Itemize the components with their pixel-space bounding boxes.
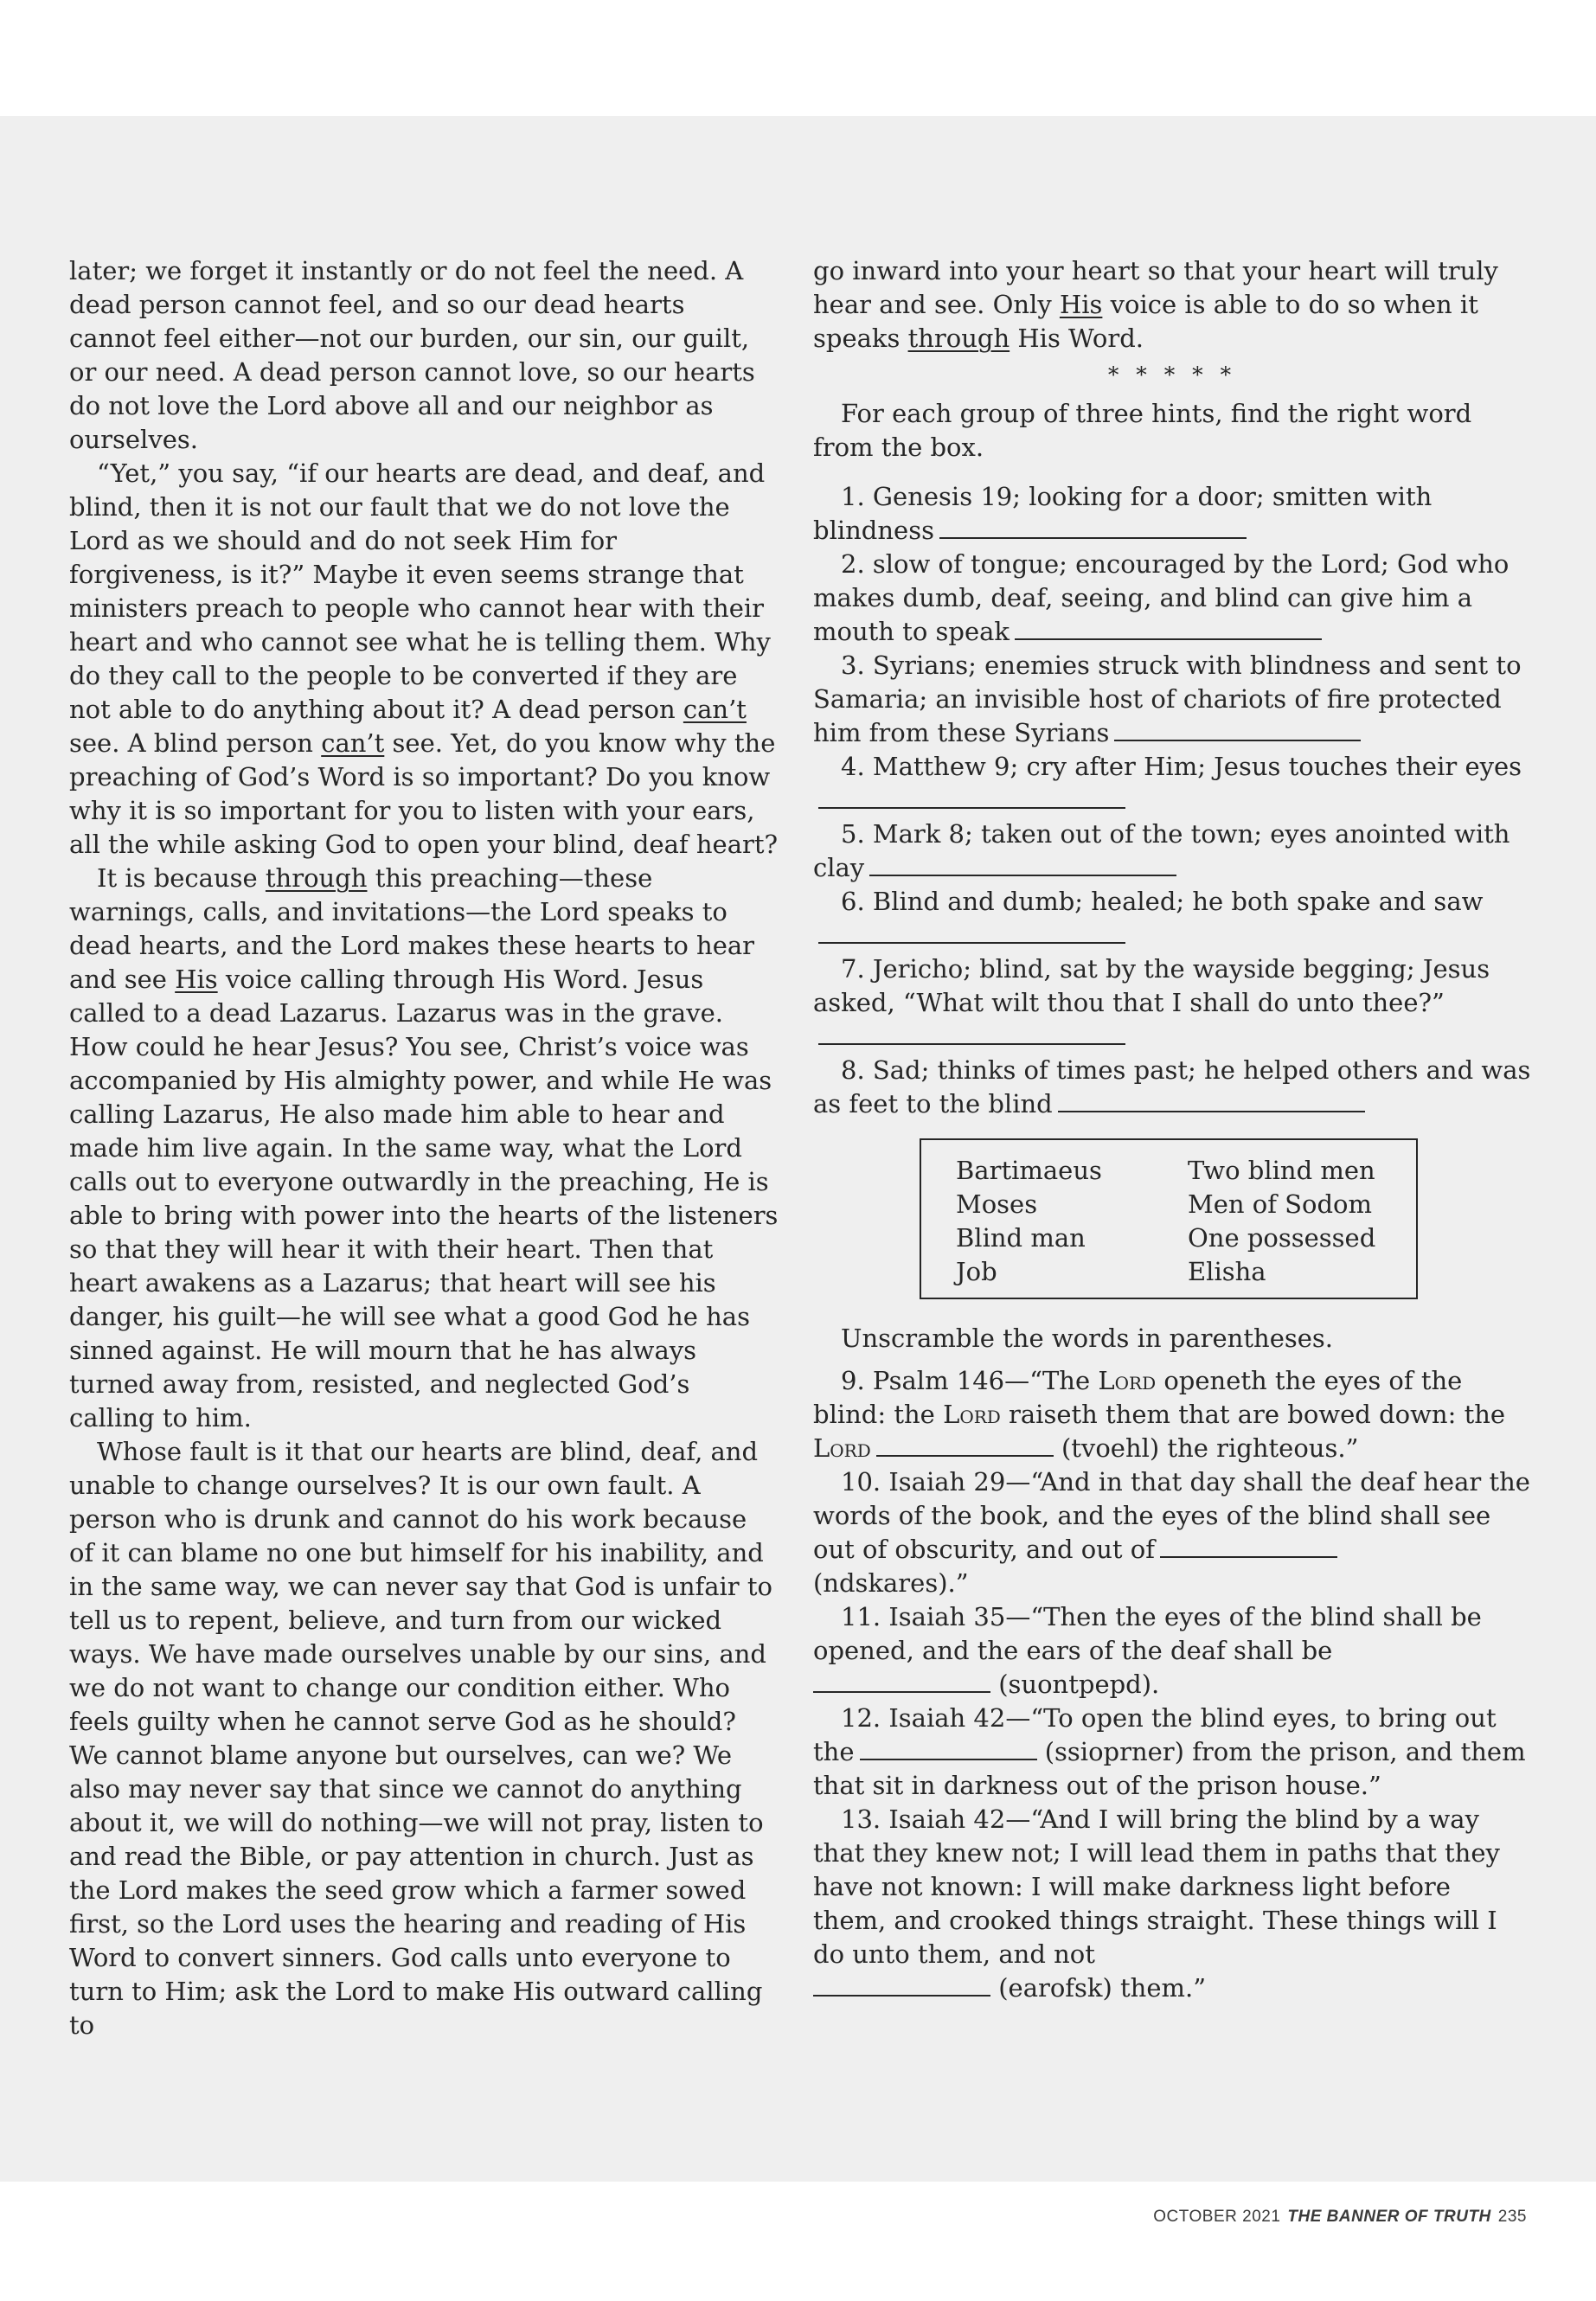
unscramble-item: 9. Psalm 146—“The Lord openeth the eyes of the blind: the Lord raiseth them that are bowed down: the Lord (tvoehl) the righteous.”: [813, 1366, 1506, 1463]
word-option: Two blind men: [1188, 1156, 1375, 1185]
word-option: Elisha: [1188, 1257, 1266, 1286]
hint-item: 7. Jericho; blind, sat by the wayside begging; Jesus asked, “What wilt thou that I shall do unto thee?”: [813, 952, 1531, 1054]
answer-blank[interactable]: [1058, 1090, 1365, 1112]
word-option: Bartimaeus: [956, 1156, 1102, 1185]
word-box-column: [1188, 1154, 1375, 1289]
answer-blank[interactable]: [813, 1670, 990, 1693]
answer-blank[interactable]: [876, 1434, 1054, 1457]
answer-blank[interactable]: [869, 854, 1176, 876]
answer-blank[interactable]: [1114, 719, 1361, 741]
unscramble-item: 12. Isaiah 42—“To open the blind eyes, to bring out the (ssioprner) from the prison, and them that sit in darkness out of the prison house.”: [813, 1703, 1526, 1800]
unscramble-item: 13. Isaiah 42—“And I will bring the blind by a way that they knew not; I will lead them in paths that they have not known: I will make darkness light before them, and crooked things straight. These things will I do unto them, and not (earofsk) them.”: [813, 1804, 1500, 2003]
answer-blank[interactable]: [860, 1738, 1037, 1760]
footer-date: OCTOBER 2021: [1153, 2208, 1281, 2226]
right-column: [813, 254, 1531, 2005]
hint-item: 4. Matthew 9; cry after Him; Jesus touches their eyes: [813, 750, 1531, 817]
page-background: [0, 116, 1596, 2226]
answer-blank[interactable]: [818, 1022, 1125, 1045]
hint-item: 3. Syrians; enemies struck with blindness and sent to Samaria; an invisible host of chariots of fire protected him from these Syrians: [813, 651, 1522, 747]
answer-blank[interactable]: [1160, 1535, 1337, 1558]
section-separator: * * * * *: [1107, 362, 1237, 388]
paragraph: go inward into your heart so that your heart will truly hear and see. Only His voice is able to do so when it speaks through His Word.: [813, 256, 1498, 353]
page-footer: [1153, 2208, 1527, 2227]
hint-item: 6. Blind and dumb; healed; he both spake and saw: [813, 885, 1531, 952]
answer-blank[interactable]: [818, 786, 1125, 809]
hint-item: 2. slow of tongue; encouraged by the Lord; God who makes dumb, deaf, seeing, and blind can give him a mouth to speak: [813, 549, 1509, 646]
answer-blank[interactable]: [939, 516, 1247, 539]
word-option: One possessed: [1188, 1223, 1376, 1253]
unscramble-instructions: Unscramble the words in parentheses.: [841, 1324, 1333, 1353]
paragraph: “Yet,” you say, “if our hearts are dead, and deaf, and blind, then it is not our fault that we do not love the Lord as we should and do not seek Him for forgiveness, is it?” Maybe it even seems strange that ministers preach to people who cannot hear with their heart and who cannot see what he is telling them. Why do they call to the people to be converted if they are not able to do anything about it? A dead person can’t see. A blind person can’t see. Yet, do you know why the preaching of God’s Word is so important? Do you know why it is so important for you to listen with your ears, all the while asking God to open your blind, deaf heart?: [69, 458, 779, 859]
word-box: [920, 1138, 1418, 1299]
paragraph: later; we forget it instantly or do not feel the need. A dead person cannot feel, and so our dead hearts cannot feel either—not our burden, our sin, our guilt, or our need. A dead person cannot love, so our hearts do not love the Lord above all and our neighbor as ourselves.: [69, 256, 755, 454]
word-option: Moses: [956, 1189, 1038, 1219]
paragraph: It is because through this preaching—these warnings, calls, and invitations—the Lord speaks to dead hearts, and the Lord makes these hearts to hear and see His voice calling through His Word. Jesus called to a dead Lazarus. Lazarus was in the grave. How could he hear Jesus? You see, Christ’s voice was accompanied by His almighty power, and while He was calling Lazarus, He also made him able to hear and made him live again. In the same way, what the Lord calls out to everyone outwardly in the preaching, He is able to bring with power into the hearts of the listeners so that they will hear it with their heart. Then that heart awakens as a Lazarus; that heart will see his danger, his guilt—he will see what a good God he has sinned against. He will mourn that he has always turned away from, resisted, and neglected God’s calling to him.: [69, 863, 779, 1433]
word-option: Blind man: [956, 1223, 1086, 1253]
hint-item: 1. Genesis 19; looking for a door; smitten with blindness: [813, 482, 1433, 545]
paragraph: Whose fault is it that our hearts are blind, deaf, and unable to change ourselves? It is our own fault. A person who is drunk and cannot do his work because of it can blame no one but himself for his inability, and in the same way, we can never say that God is unfair to tell us to repent, believe, and turn from our wicked ways. We have made ourselves unable by our sins, and we do not want to change our condition either. Who feels guilty when he cannot serve God as he should? We cannot blame anyone but ourselves, can we? We also may never say that since we cannot do anything about it, we will do nothing—we will not pray, listen to and read the Bible, or pay attention in church. Just as the Lord makes the seed grow which a farmer sowed first, so the Lord uses the hearing and reading of His Word to convert sinners. God calls unto everyone to turn to Him; ask the Lord to make His outward calling to: [69, 1437, 773, 2040]
unscramble-item: 10. Isaiah 29—“And in that day shall the deaf hear the words of the book, and the eyes of the blind shall see out of obscurity, and out of (ndskares).”: [813, 1467, 1530, 1598]
word-option: Men of Sodom: [1188, 1189, 1373, 1219]
quiz-instructions: For each group of three hints, find the right word from the box.: [813, 399, 1472, 462]
answer-blank[interactable]: [818, 921, 1125, 944]
answer-blank[interactable]: [1015, 618, 1322, 640]
answer-blank[interactable]: [813, 1974, 990, 1997]
unscramble-item: 11. Isaiah 35—“Then the eyes of the blind shall be opened, and the ears of the deaf shall be (suontpepd).: [813, 1602, 1482, 1699]
left-column: [69, 254, 779, 2042]
page-number: 235: [1497, 2208, 1527, 2226]
word-box-column: [956, 1154, 1102, 1289]
footer-magazine-title: THE BANNER OF TRUTH: [1287, 2208, 1491, 2226]
hint-item: 8. Sad; thinks of times past; he helped others and was as feet to the blind: [813, 1055, 1531, 1118]
word-option: Job: [956, 1257, 997, 1286]
hint-item: 5. Mark 8; taken out of the town; eyes anointed with clay: [813, 819, 1510, 882]
